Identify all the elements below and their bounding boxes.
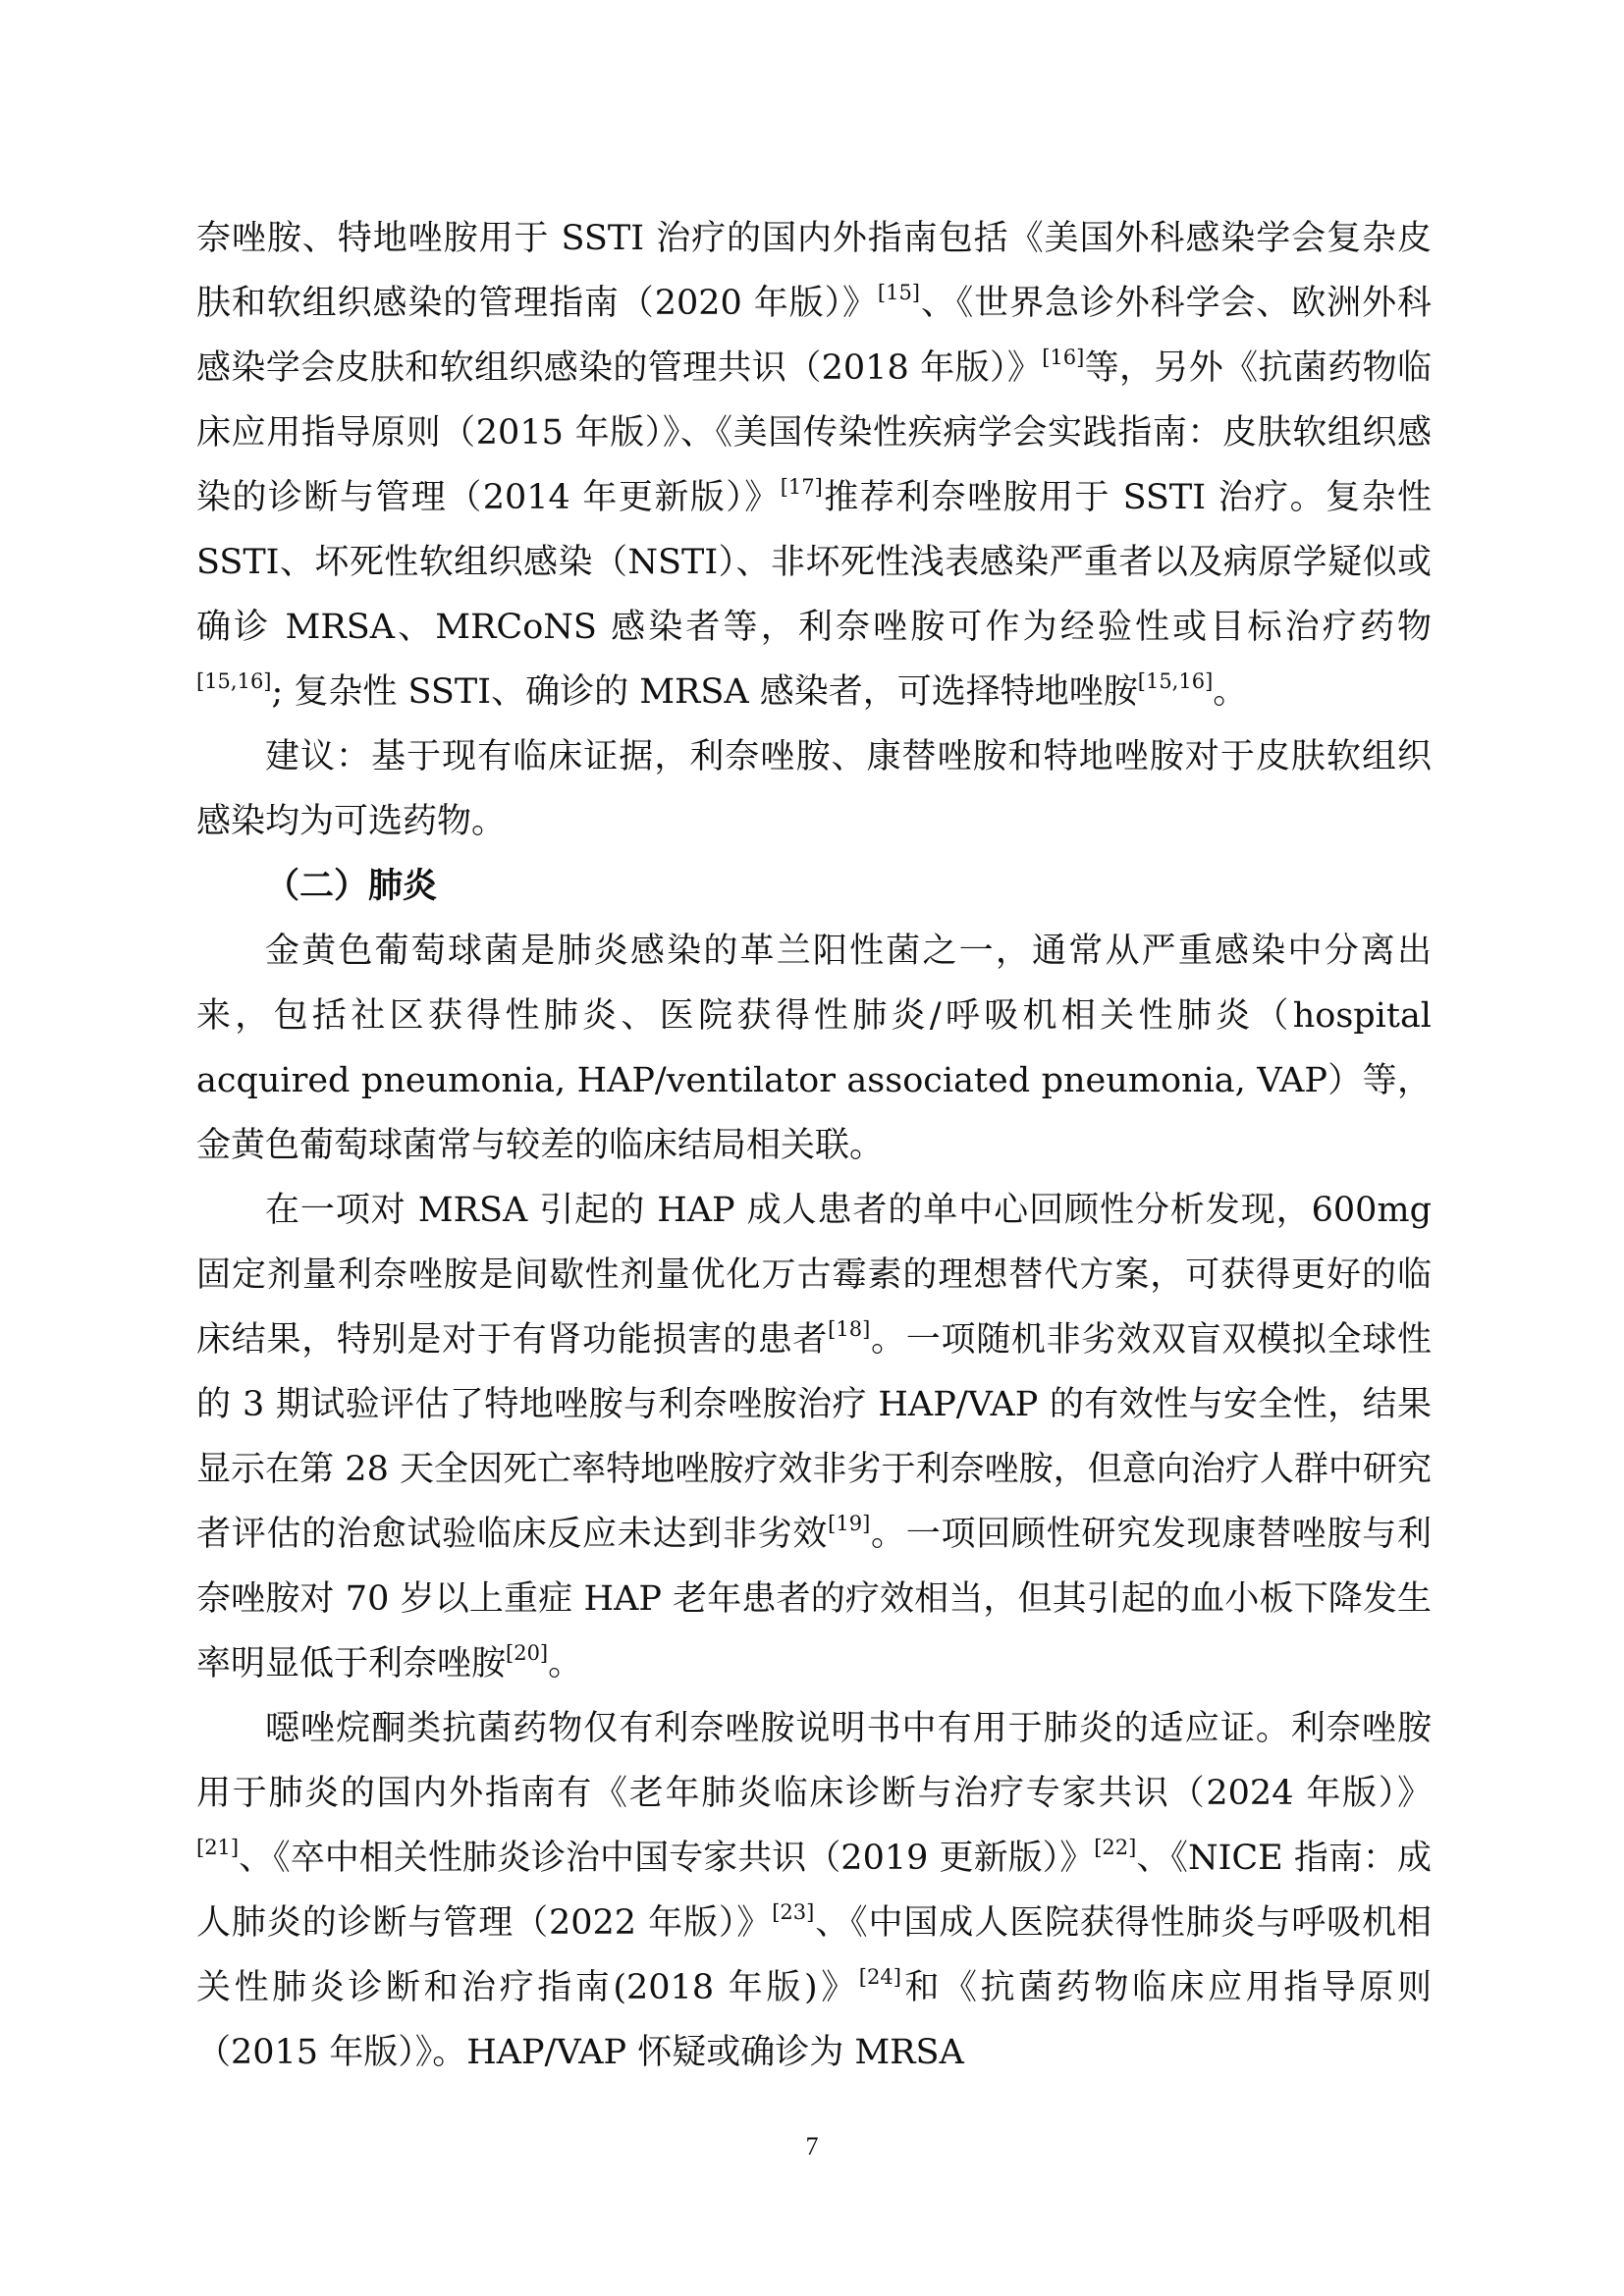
text-run: 、《世界急诊外科学会、欧洲外科感染学会皮肤和软组织感染的管理共识（2018 年版）》: [196, 284, 1432, 388]
citation-ref: [15,16]: [1137, 669, 1214, 693]
paragraph: [196, 1178, 1432, 1696]
paragraph: [196, 1696, 1432, 2085]
text-run: （二）肺炎: [265, 866, 438, 906]
citation-ref: [19]: [828, 1512, 871, 1535]
text-run: 。: [548, 1644, 583, 1683]
citation-ref: [22]: [1094, 1836, 1137, 1859]
citation-ref: [23]: [772, 1900, 815, 1924]
paragraph: [196, 919, 1432, 1178]
citation-ref: [15]: [877, 281, 920, 304]
paragraph: [196, 724, 1432, 854]
body-text: [196, 206, 1432, 2085]
text-run: 噁唑烷酮类抗菌药物仅有利奈唑胺说明书中有用于肺炎的适应证。利奈唑胺用于肺炎的国内外指南有《老年肺炎临床诊断与治疗专家共识（2024 年版）》: [196, 1709, 1432, 1813]
section-heading: [196, 854, 1432, 919]
text-run: 。: [1213, 672, 1248, 712]
text-run: 、《中国成人医院获得性肺炎与呼吸机相关性肺炎诊断和治疗指南(2018 年版)》: [196, 1903, 1432, 2007]
text-run: 建议：基于现有临床证据，利奈唑胺、康替唑胺和特地唑胺对于皮肤软组织感染均为可选药物。: [196, 737, 1432, 841]
text-run: 。一项回顾性研究发现康替唑胺与利奈唑胺对 70 岁以上重症 HAP 老年患者的疗效相当，但其引起的血小板下降发生率明显低于利奈唑胺: [196, 1515, 1432, 1683]
citation-ref: [15,16]: [196, 669, 272, 693]
text-run: 、《NICE 指南：成人肺炎的诊断与管理（2022 年版）》: [196, 1839, 1433, 1943]
text-run: 奈唑胺、特地唑胺用于 SSTI 治疗的国内外指南包括《美国外科感染学会复杂皮肤和软组织感染的管理指南（2020 年版）》: [196, 219, 1432, 323]
citation-ref: [20]: [506, 1641, 549, 1665]
text-run: 金黄色葡萄球菌是肺炎感染的革兰阳性菌之一，通常从严重感染中分离出来，包括社区获得性肺炎、医院获得性肺炎/呼吸机相关性肺炎（hospital acquired pneumonia, HAP/ventilator associated pneumonia, VAP）等，金黄色葡萄球菌常与较差的临床结局相关联。: [196, 932, 1432, 1165]
paragraph: [196, 206, 1432, 724]
citation-ref: [21]: [196, 1836, 240, 1859]
citation-ref: [16]: [1042, 346, 1085, 369]
page-number: 7: [805, 2132, 819, 2161]
text-run: ; 复杂性 SSTI、确诊的 MRSA 感染者，可选择特地唑胺: [271, 672, 1138, 712]
text-run: 、《卒中相关性肺炎诊治中国专家共识（2019 更新版）》: [239, 1839, 1095, 1878]
text-run: 在一项对 MRSA 引起的 HAP 成人患者的单中心回顾性分析发现，600mg 固定剂量利奈唑胺是间歇性剂量优化万古霉素的理想替代方案，可获得更好的临床结果，特别是对于有肾功能损害的患者: [196, 1191, 1432, 1360]
text-run: 等，另外《抗菌药物临床应用指导原则（2015 年版）》、《美国传染性疾病学会实践指南：皮肤软组织感染的诊断与管理（2014 年更新版）》: [196, 348, 1432, 517]
text-run: 和《抗菌药物临床应用指导原则（2015 年版）》。HAP/VAP 怀疑或确诊为 MRSA: [196, 1968, 1432, 2072]
text-run: 推荐利奈唑胺用于 SSTI 治疗。复杂性 SSTI、坏死性软组织感染（NSTI）、非坏死性浅表感染严重者以及病原学疑似或确诊 MRSA、MRCoNS 感染者等，利奈唑胺可作为经验性或目标治疗药物: [196, 478, 1433, 647]
citation-ref: [17]: [780, 475, 823, 499]
citation-ref: [24]: [858, 1965, 901, 1989]
text-run: 。一项随机非劣效双盲双模拟全球性的 3 期试验评估了特地唑胺与利奈唑胺治疗 HAP/VAP 的有效性与安全性，结果显示在第 28 天全因死亡率特地唑胺疗效非劣于利奈唑胺，但意向治疗人群中研究者评估的治愈试验临床反应未达到非劣效: [196, 1320, 1432, 1554]
citation-ref: [18]: [828, 1317, 871, 1341]
